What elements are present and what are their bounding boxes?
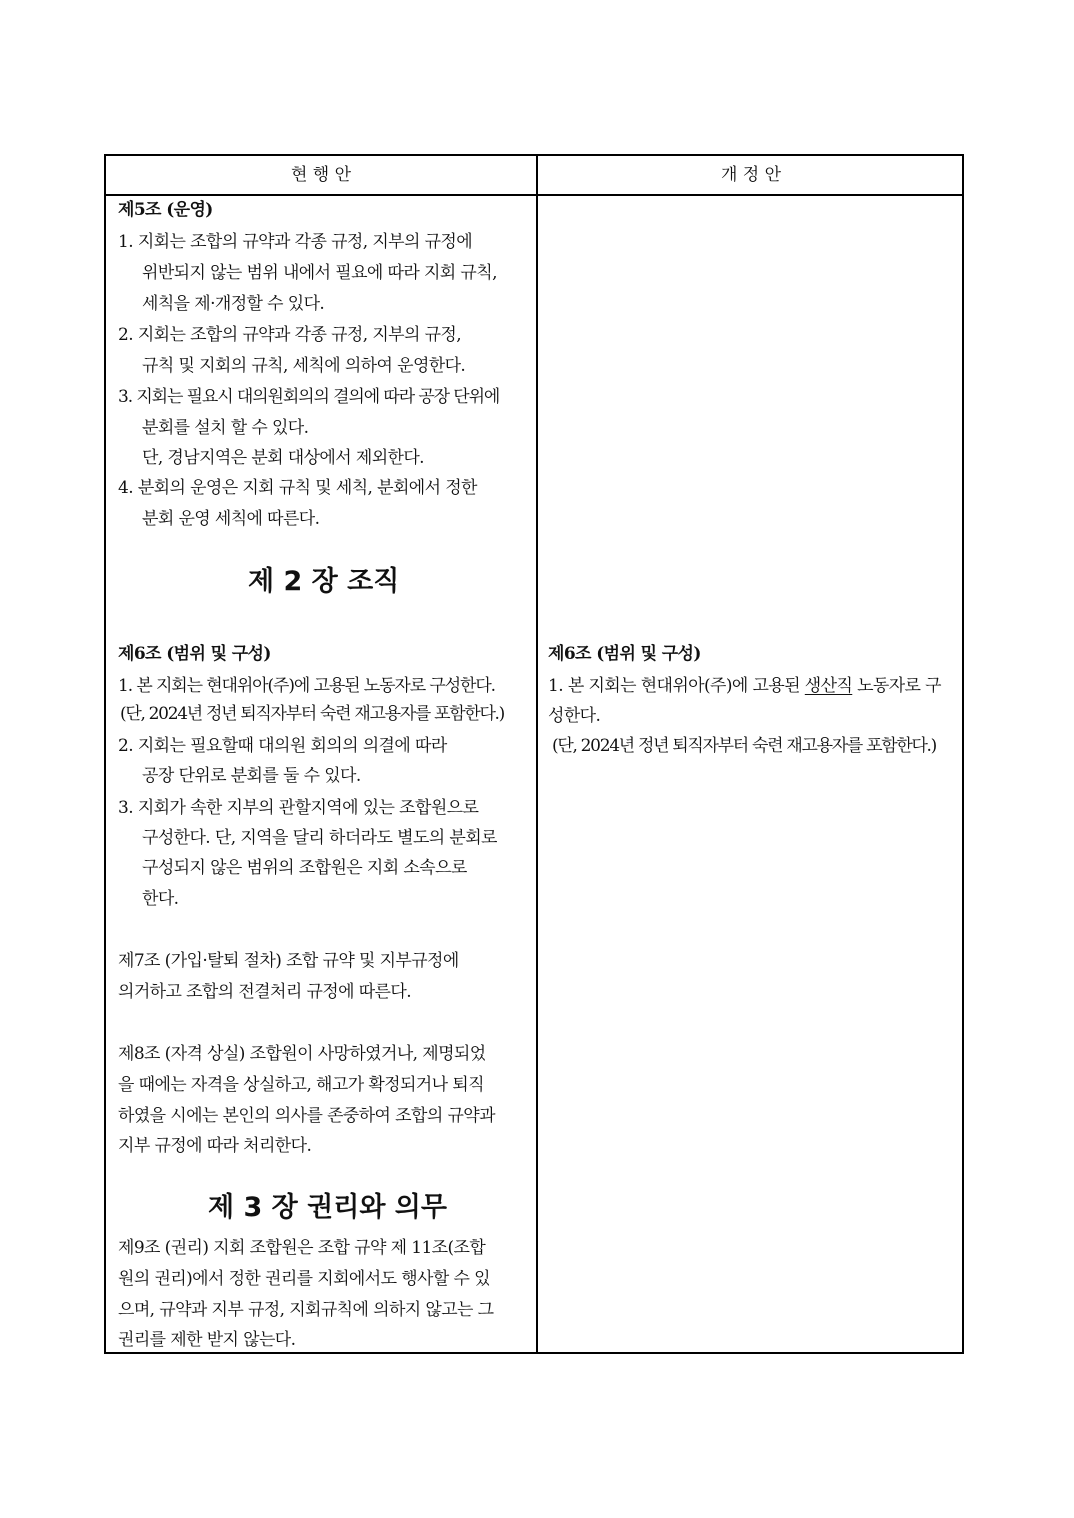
art5-item1-line1: 1. 지회는 조합의 규약과 각종 규정, 지부의 규정에 [118,232,473,252]
art7-line1: 제7조 (가입·탈퇴 절차) 조합 규약 및 지부규정에 [118,951,459,971]
art6-item3-line1: 3. 지회가 속한 지부의 관할지역에 있는 조합원으로 [118,798,479,818]
art8-line2: 을 때에는 자격을 상실하고, 해고가 확정되거나 퇴직 [118,1075,484,1095]
art6-item3-line2: 구성한다. 단, 지역을 달리 하더라도 별도의 분회로 [142,828,497,848]
header-revised: 개 정 안 [720,165,782,185]
art5-item2-line2: 규칙 및 지회의 규칙, 세칙에 의하여 운영한다. [142,356,466,376]
art5-item1-line2: 위반되지 않는 범위 내에서 필요에 따라 지회 규칙, [142,263,497,283]
revised-text-pre: 1. 본 지회는 현대위아(주)에 고용된 [548,676,805,696]
art6-item1-line1: 1. 본 지회는 현대위아(주)에 고용된 노동자로 구성한다. [118,676,495,696]
table-header [106,156,962,196]
art7-line2: 의거하고 조합의 전결처리 규정에 따른다. [118,982,411,1002]
chapter-3-heading: 제 3 장 권리와 의무 [208,1192,447,1223]
revised-art6-item1-line2: 성한다. [548,706,601,726]
chapter-2-heading: 제 2 장 조직 [248,566,400,597]
art6-title: 제6조 (범위 및 구성) [118,644,271,664]
art5-item2-line1: 2. 지회는 조합의 규약과 각종 규정, 지부의 규정, [118,325,462,345]
revised-underlined-term: 생산직 [804,676,853,696]
art6-item1-line2: (단, 2024년 정년 퇴직자부터 숙련 재고용자를 포함한다.) [120,704,504,724]
comparison-table [104,154,964,1354]
art9-line2: 원의 권리)에서 정한 권리를 지회에서도 행사할 수 있 [118,1269,490,1289]
art6-item2-line1: 2. 지회는 필요할때 대의원 회의의 의결에 따라 [118,736,447,756]
revised-art6-title: 제6조 (범위 및 구성) [548,644,701,664]
art5-item3-line1: 3. 지회는 필요시 대의원회의의 결의에 따라 공장 단위에 [118,387,500,407]
art9-line1: 제9조 (권리) 지회 조합원은 조합 규약 제 11조(조합 [118,1238,486,1258]
revised-text-post: 노동자로 구 [852,676,941,696]
art5-item3-line3: 단, 경남지역은 분회 대상에서 제외한다. [142,448,424,468]
revised-art6-item1-line3: (단, 2024년 정년 퇴직자부터 숙련 재고용자를 포함한다.) [552,736,936,756]
art6-item3-line4: 한다. [142,889,179,909]
art5-title: 제5조 (운영) [118,200,213,220]
art5-item4-line2: 분회 운영 세칙에 따른다. [142,509,320,529]
art5-item4-line1: 4. 분회의 운영은 지회 규칙 및 세칙, 분회에서 정한 [118,478,477,498]
art5-item1-line3: 세칙을 제·개정할 수 있다. [142,294,325,314]
art8-line1: 제8조 (자격 상실) 조합원이 사망하였거나, 제명되었 [118,1044,486,1064]
art8-line3: 하였을 시에는 본인의 의사를 존중하여 조합의 규약과 [118,1106,495,1126]
art8-line4: 지부 규정에 따라 처리한다. [118,1136,312,1156]
art9-line4: 권리를 제한 받지 않는다. [118,1330,296,1350]
art6-item2-line2: 공장 단위로 분회를 둘 수 있다. [142,766,361,786]
column-divider [536,156,538,1352]
revised-art6-item1-line1 [548,676,941,696]
art6-item3-line3: 구성되지 않은 범위의 조합원은 지회 소속으로 [142,858,467,878]
header-current: 현 행 안 [290,165,352,185]
art5-item3-line2: 분회를 설치 할 수 있다. [142,418,309,438]
art9-line3: 으며, 규약과 지부 규정, 지회규칙에 의하지 않고는 그 [118,1300,494,1320]
